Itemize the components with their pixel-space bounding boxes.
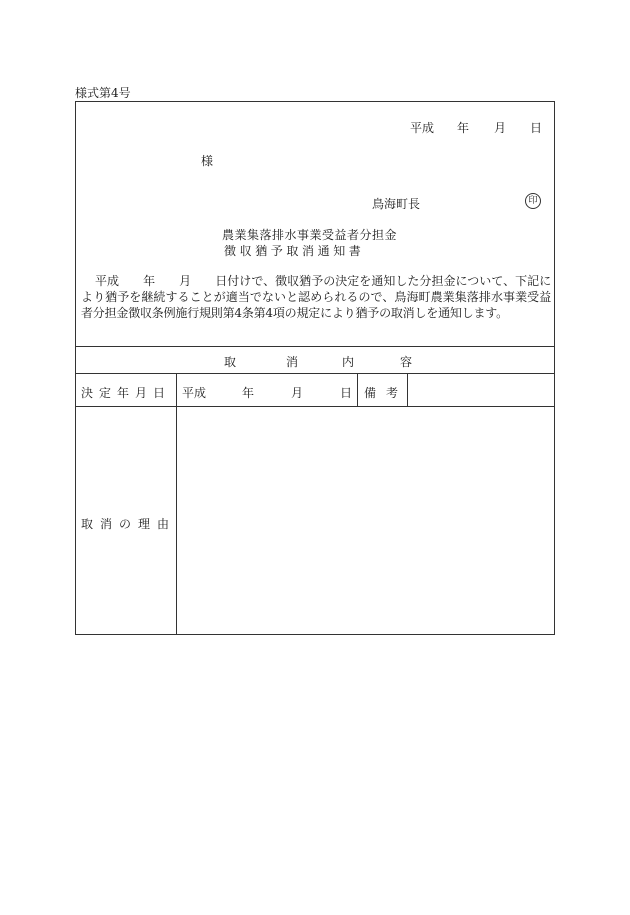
reason-field[interactable] xyxy=(179,409,553,633)
reason-label: 取消の理由 xyxy=(81,517,177,531)
header-date-era: 平成 xyxy=(410,121,435,135)
seal-mark: 印 xyxy=(525,193,541,209)
table-top-rule xyxy=(76,346,554,347)
header-date-day: 日 xyxy=(530,121,543,135)
document-title-line1: 農業集落排水事業受益者分担金 xyxy=(222,228,398,242)
section-heading-char: 消 xyxy=(286,355,299,369)
document-title-line2: 徴収猶予取消通知書 xyxy=(224,244,365,258)
remarks-divider-left xyxy=(357,373,358,406)
issuer-title: 鳥海町長 xyxy=(372,197,421,211)
decision-date-month: 月 xyxy=(291,386,304,400)
notice-body-text: 平成 年 月 日付けで、徴収猶予の決定を通知した分担金について、下記により猶予を継続することが適当でないと認められるので、鳥海町農業集落排水事業受益者分担金徴収条例施行規則第4条第4項の規定により猶予の取消しを通知します。 xyxy=(81,274,551,320)
remarks-field[interactable] xyxy=(409,375,553,404)
header-date-year: 年 xyxy=(457,121,470,135)
date-row-rule xyxy=(76,406,554,407)
section-heading-char: 内 xyxy=(342,355,355,369)
decision-date-era: 平成 xyxy=(182,386,207,400)
section-heading-char: 取 xyxy=(224,355,237,369)
label-column-divider xyxy=(176,373,177,635)
form-number: 様式第4号 xyxy=(75,86,131,100)
heading-row-rule xyxy=(76,373,554,374)
addressee-honorific: 様 xyxy=(201,154,214,168)
header-date-month: 月 xyxy=(494,121,507,135)
section-heading-char: 容 xyxy=(400,355,413,369)
decision-date-day: 日 xyxy=(340,386,353,400)
remarks-label: 備考 xyxy=(364,386,409,400)
decision-date-year: 年 xyxy=(242,386,255,400)
decision-date-label: 決定年月日 xyxy=(81,386,172,400)
notice-form xyxy=(75,101,555,635)
